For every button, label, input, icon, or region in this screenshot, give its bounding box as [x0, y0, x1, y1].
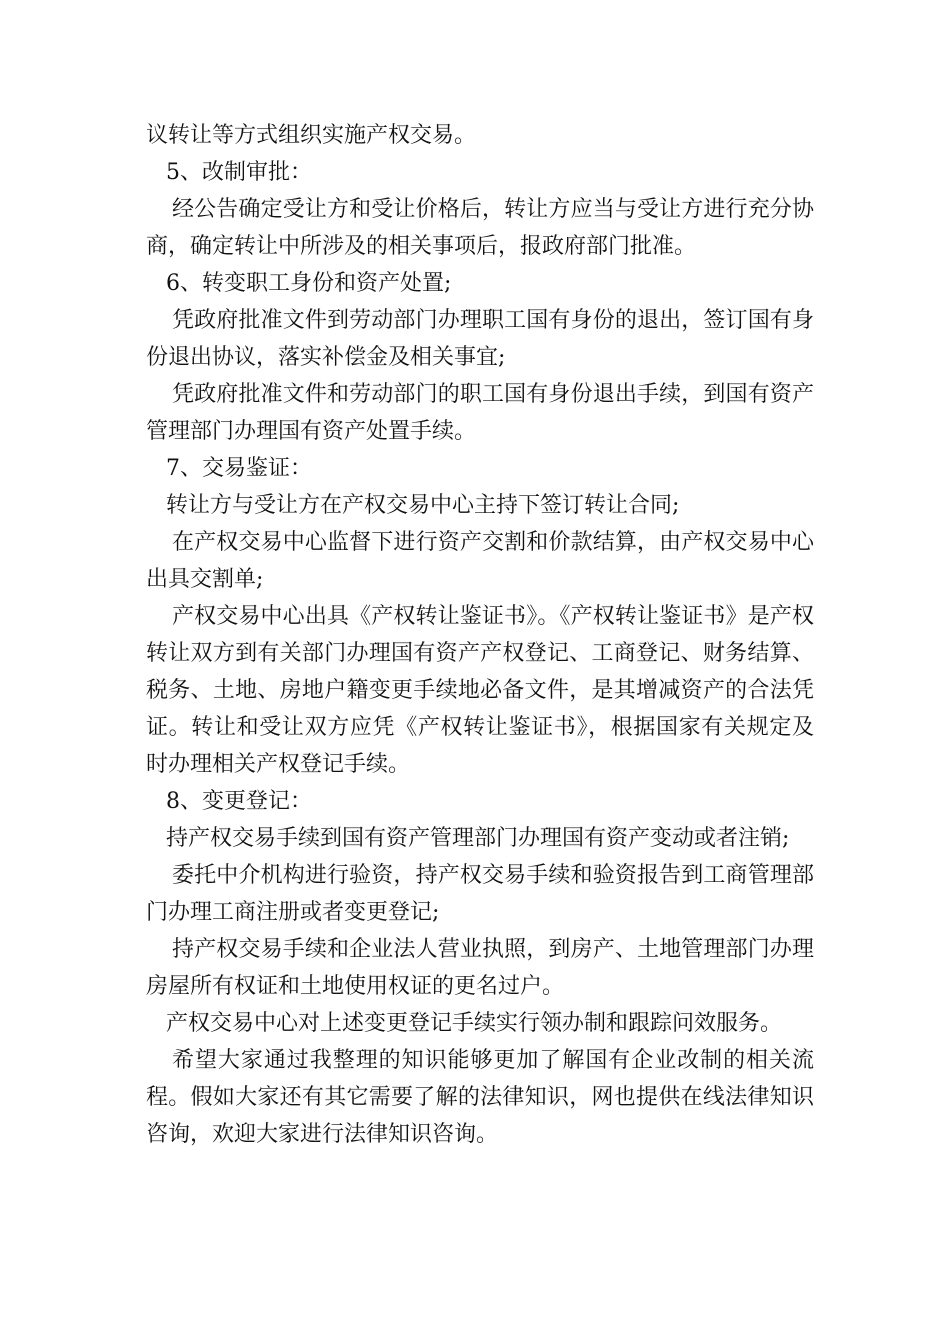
closing-paragraph: 希望大家通过我整理的知识能够更加了解国有企业改制的相关流程。假如大家还有其它需要了解的法律知识，网也提供在线法律知识咨询，欢迎大家进行法律知识咨询。	[146, 1048, 814, 1147]
paragraph: 凭政府批准文件和劳动部门的职工国有身份退出手续，到国有资产管理部门办理国有资产处置手续。	[146, 382, 814, 444]
paragraph: 在产权交易中心监督下进行资产交割和价款结算，由产权交易中心出具交割单;	[146, 530, 814, 592]
paragraph: 转让方与受让方在产权交易中心主持下签订转让合同;	[166, 493, 680, 518]
paragraph: 产权交易中心对上述变更登记手续实行领办制和跟踪问效服务。	[166, 1011, 783, 1036]
paragraph-continuation: 议转让等方式组织实施产权交易。	[146, 123, 477, 148]
paragraph: 持产权交易手续到国有资产管理部门办理国有资产变动或者注销;	[166, 826, 790, 851]
paragraph: 产权交易中心出具《产权转让鉴证书》。《产权转让鉴证书》是产权转让双方到有关部门办理国有资产产权登记、工商登记、财务结算、税务、土地、房地户籍变更手续地必备文件，是其增减资产的合法凭证。转让和受让双方应凭《产权转让鉴证书》，根据国家有关规定及时办理相关产权登记手续。	[146, 604, 814, 777]
section-heading-7: 7、交易鉴证：	[166, 456, 312, 481]
paragraph: 委托中介机构进行验资，持产权交易手续和验资报告到工商管理部门办理工商注册或者变更登记;	[146, 863, 814, 925]
document-body	[146, 117, 814, 1153]
section-heading-5: 5、改制审批：	[166, 160, 312, 185]
section-heading-6: 6、转变职工身份和资产处置;	[166, 271, 452, 296]
paragraph: 凭政府批准文件到劳动部门办理职工国有身份的退出，签订国有身份退出协议，落实补偿金及相关事宜;	[146, 308, 814, 370]
section-heading-8: 8、变更登记：	[166, 789, 312, 814]
paragraph: 持产权交易手续和企业法人营业执照，到房产、土地管理部门办理房屋所有权证和土地使用权证的更名过户。	[146, 937, 814, 999]
paragraph: 经公告确定受让方和受让价格后，转让方应当与受让方进行充分协商，确定转让中所涉及的相关事项后，报政府部门批准。	[146, 197, 814, 259]
